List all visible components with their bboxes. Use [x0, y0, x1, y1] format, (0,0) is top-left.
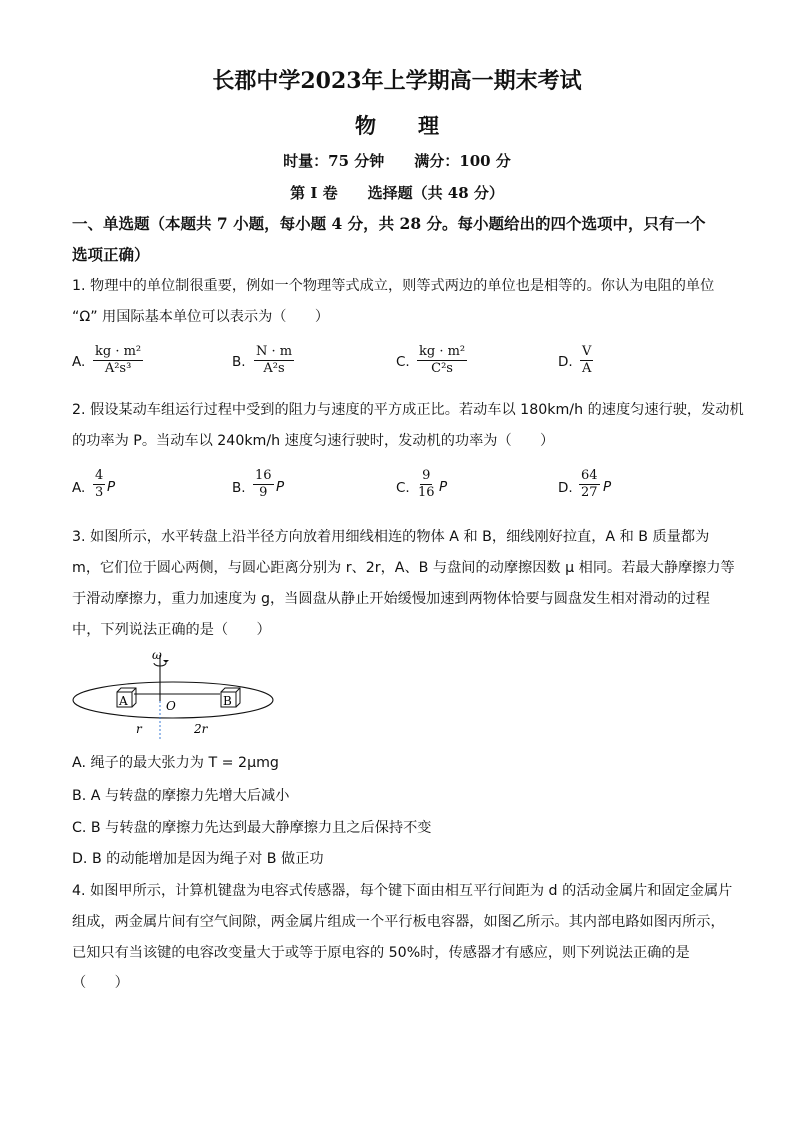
q1-stem-line1: 1. 物理中的单位制很重要，例如一个物理等式成立，则等式两边的单位也是相等的。你认为电阻的单位 [72, 278, 715, 294]
section-heading-line1: 一、单选题（本题共 7 小题，每小题 4 分，共 28 分。每小题给出的四个选项中，只有一个 [72, 214, 706, 233]
q1-option-c-label: C. [396, 354, 410, 370]
q2-option-d-label: D. [558, 480, 573, 496]
fraction-numerator: V [582, 344, 592, 359]
q4-stem-line1: 4. 如图甲所示，计算机键盘为电容式传感器，每个键下面由相互平行间距为 d 的活动金属片和固定金属片 [72, 883, 733, 899]
q4-stem-line3: 已知只有当该键的电容改变量大于或等于原电容的 50%时，传感器才有感应，则下列说法正确的是 [72, 945, 690, 961]
q3-option-b: B. A 与转盘的摩擦力先增大后减小 [72, 788, 290, 804]
q4-stem-line2: 组成，两金属片间有空气间隙，两金属片组成一个平行板电容器，如图乙所示。其内部电路如图丙所示， [72, 914, 725, 930]
center-o-label: O [166, 699, 176, 713]
q3-stem-line4: 中，下列说法正确的是（ ） [72, 622, 271, 638]
q4-stem-line4: （ ） [72, 975, 129, 991]
fraction-denominator: A²s³ [104, 361, 132, 376]
fraction-denominator: A [582, 361, 592, 376]
subject-title: 物 理 [355, 113, 439, 138]
fraction-denominator: 16 [418, 485, 435, 500]
fraction-denominator: A²s [263, 361, 285, 376]
q2-option-a-var: P [107, 479, 116, 495]
radius-2r-label: 2r [194, 722, 208, 736]
block-a [117, 688, 136, 708]
fraction-denominator: 27 [581, 485, 598, 500]
q3-stem-line1: 3. 如图所示，水平转盘上沿半径方向放着用细线相连的物体 A 和 B，细线刚好拉直，A 和 B 质量都为 [72, 529, 710, 545]
exam-title: 长郡中学2023年上学期高一期末考试 [212, 68, 582, 94]
fraction-denominator: 9 [259, 485, 268, 500]
q1-option-a-label: A. [72, 354, 86, 370]
block-b-label: B [223, 694, 232, 708]
q1-option-c-fraction [417, 344, 467, 377]
block-a-label: A [119, 694, 128, 708]
q1-option-a-fraction [93, 344, 143, 377]
q2-option-b-fraction [253, 468, 274, 501]
q2-option-b-var: P [276, 479, 285, 495]
time-info: 时量：75 分钟 满分：100 分 [283, 152, 511, 170]
q2-option-c-fraction [416, 468, 437, 501]
fraction-numerator: kg · m² [95, 344, 142, 359]
q2-stem-line1: 2. 假设某动车组运行过程中受到的阻力与速度的平方成正比。若动车以 180km/h 的速度匀速行驶，发动机 [72, 402, 744, 418]
fraction-numerator: 4 [95, 468, 104, 483]
q1-stem-line2: “Ω” 用国际基本单位可以表示为（ ） [72, 309, 330, 325]
fraction-numerator: 16 [255, 468, 272, 483]
q3-option-d: D. B 的动能增加是因为绳子对 B 做正功 [72, 851, 324, 867]
fraction-denominator: C²s [431, 361, 453, 376]
q1-option-d-fraction [580, 344, 593, 377]
q2-option-a-label: A. [72, 480, 86, 496]
q2-option-c-label: C. [396, 480, 410, 496]
q1-option-b-fraction [254, 344, 294, 377]
radius-r-label: r [136, 722, 142, 736]
q3-option-a: A. 绳子的最大张力为 T = 2μmg [72, 755, 279, 771]
block-b [221, 688, 240, 708]
q2-option-a-fraction [93, 468, 105, 501]
q1-option-d-label: D. [558, 354, 573, 370]
q2-option-b-label: B. [232, 480, 246, 496]
omega-label: ω [152, 648, 162, 662]
q1-option-b-label: B. [232, 354, 246, 370]
fraction-numerator: 9 [422, 468, 431, 483]
q3-stem-line2: m，它们位于圆心两侧，与圆心距离分别为 r、2r，A、B 与盘间的动摩擦因数 μ 相同。若最大静摩擦力等 [72, 560, 735, 576]
rotation-arrowhead-icon [163, 660, 169, 663]
q2-option-d-var: P [603, 479, 612, 495]
q2-stem-line2: 的功率为 P。当动车以 240km/h 速度匀速行驶时，发动机的功率为（ ） [72, 433, 555, 449]
q3-option-c: C. B 与转盘的摩擦力先达到最大静摩擦力且之后保持不变 [72, 820, 432, 836]
fraction-denominator: 3 [95, 485, 104, 500]
q3-stem-line3: 于滑动摩擦力，重力加速度为 g，当圆盘从静止开始缓慢加速到两物体恰要与圆盘发生相对滑动的过程 [72, 591, 710, 607]
fraction-numerator: N · m [256, 344, 293, 359]
part-info: 第 I 卷 选择题（共 48 分） [290, 184, 504, 202]
fraction-numerator: 64 [581, 468, 598, 483]
q2-option-c-var: P [439, 479, 448, 495]
q2-option-d-fraction [579, 468, 600, 501]
section-heading-line2: 选项正确） [72, 245, 150, 264]
q3-turntable-figure [70, 645, 280, 745]
fraction-numerator: kg · m² [419, 344, 466, 359]
